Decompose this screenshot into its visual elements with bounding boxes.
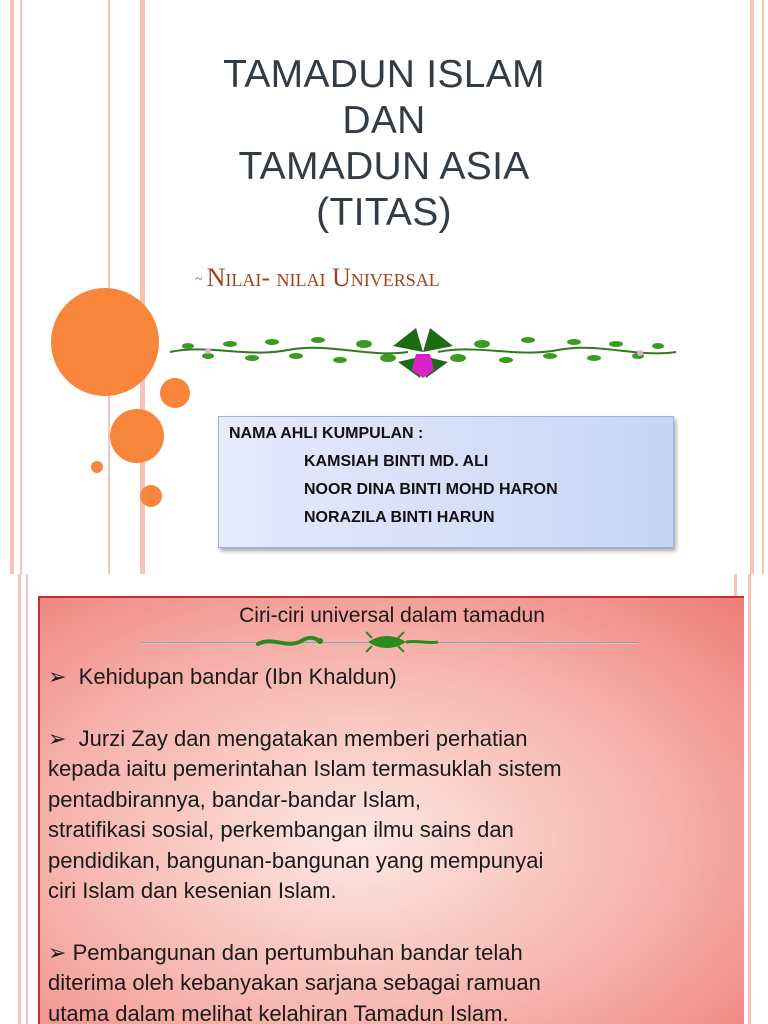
content-slide xyxy=(0,574,768,1024)
orange-circle-tiny xyxy=(91,461,103,473)
decorative-stripe xyxy=(108,0,110,574)
vine-ornament-icon xyxy=(168,318,678,390)
decorative-stripe xyxy=(10,0,14,574)
bullet-item xyxy=(48,662,397,692)
subtitle-text: Nilai- nilai Universal xyxy=(206,263,440,292)
decorative-stripe xyxy=(750,0,754,574)
bullet-item xyxy=(48,724,562,906)
bullet-text: Kehidupan bandar (Ibn Khaldun) xyxy=(78,664,397,689)
bullet-text: kepada iaitu pemerintahan Islam termasuklah sistem xyxy=(48,756,562,782)
bullet-item xyxy=(48,938,541,1024)
bullet-text: ciri Islam dan kesenian Islam. xyxy=(48,878,337,904)
bullet-text: Pembangunan dan pertumbuhan bandar telah xyxy=(72,940,523,965)
group-members-box xyxy=(218,416,674,548)
bullet-text: stratifikasi sosial, perkembangan ilmu sains dan xyxy=(48,817,514,843)
bullet-text: diterima oleh kebanyakan sarjana sebagai ramuan xyxy=(48,970,541,996)
bullet-arrow-icon: ➢ xyxy=(48,664,67,689)
decorative-stripe xyxy=(748,574,751,1024)
bullet-arrow-icon: ➢ xyxy=(48,940,67,965)
decorative-stripe xyxy=(20,0,22,574)
orange-circle-large xyxy=(51,288,159,396)
decorative-stripe xyxy=(18,574,21,1024)
title-line: (TITAS) xyxy=(316,191,452,234)
bullet-text: utama dalam melihat kelahiran Tamadun Islam. xyxy=(48,1000,509,1024)
orange-circle-medium xyxy=(110,409,164,463)
title-line: TAMADUN ISLAM xyxy=(223,53,545,96)
member-name: KAMSIAH BINTI MD. ALI xyxy=(304,453,489,470)
bullet-arrow-icon: ➢ xyxy=(48,726,67,751)
title-line: TAMADUN ASIA xyxy=(238,145,530,188)
slide-title: Ciri-ciri universal dalam tamadun xyxy=(239,604,545,627)
lizard-divider-icon xyxy=(248,630,448,654)
slide-title xyxy=(150,52,618,236)
orange-circle-small xyxy=(140,485,162,507)
member-name: NOOR DINA BINTI MOHD HARON xyxy=(304,481,558,498)
bullet-text: pendidikan, bangunan-bangunan yang mempunyai xyxy=(48,847,544,873)
title-line: DAN xyxy=(342,99,426,142)
member-name: NORAZILA BINTI HARUN xyxy=(304,509,495,526)
subtitle-prefix: ~ xyxy=(195,272,203,288)
members-heading: NAMA AHLI KUMPULAN : xyxy=(229,425,424,442)
slide-subtitle xyxy=(195,262,615,296)
bullet-text: pentadbirannya, bandar-bandar Islam, xyxy=(48,786,422,812)
decorative-stripe xyxy=(26,574,28,1024)
decorative-stripe xyxy=(762,0,764,574)
bullet-text: Jurzi Zay dan mengatakan memberi perhatian xyxy=(78,726,528,751)
content-panel xyxy=(38,596,744,1024)
